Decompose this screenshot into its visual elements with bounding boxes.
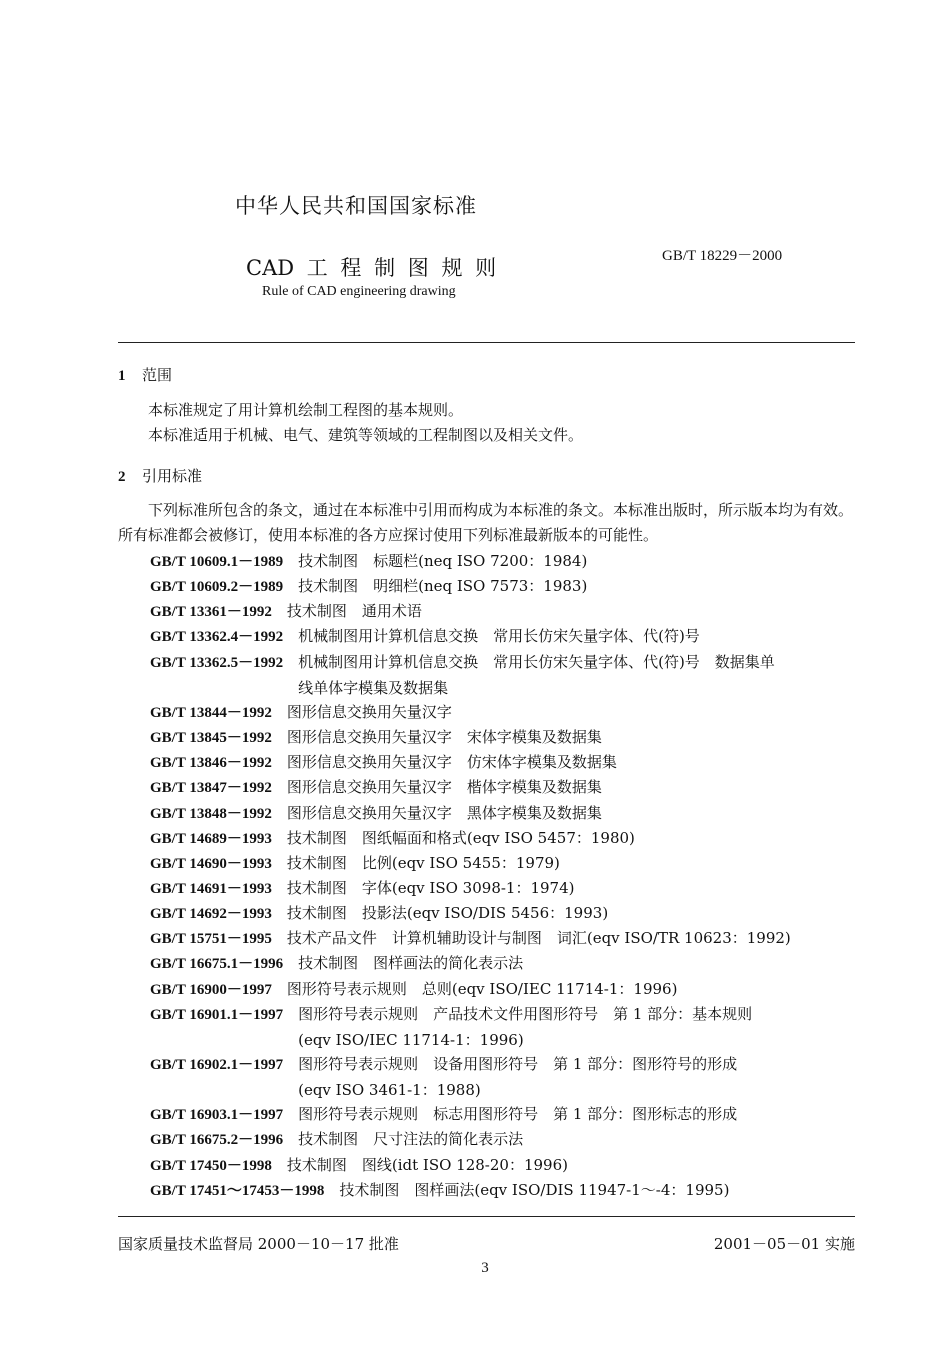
reference-item (150, 1153, 568, 1179)
implementation-date: 2001－05－01 实施 (713, 1235, 855, 1253)
standard-number: GB/T 18229－2000 (662, 248, 783, 264)
country-standard-heading: 中华人民共和国国家标准 (235, 194, 477, 218)
footer-divider (118, 1216, 855, 1217)
reference-item (150, 775, 602, 801)
section-2-heading (118, 465, 202, 486)
reference-item (150, 700, 452, 726)
reference-title: 技术制图 字体(eqv ISO 3098-1：1974) (286, 878, 575, 897)
reference-title: 机械制图用计算机信息交换 常用长仿宋矢量字体、代(符)号 数据集单 (298, 652, 775, 671)
reference-title: 图形信息交换用矢量汉字 仿宋体字模集及数据集 (286, 753, 617, 772)
reference-title: 技术制图 图线(idt ISO 128-20：1996) (286, 1155, 568, 1174)
document-title-english: Rule of CAD engineering drawing (262, 284, 456, 299)
reference-item (150, 549, 587, 575)
reference-item (150, 725, 602, 751)
reference-code: GB/T 17450－1998 (150, 1157, 272, 1174)
section-title: 引用标准 (142, 467, 203, 485)
reference-code: GB/T 16902.1－1997 (150, 1057, 284, 1073)
reference-title: 技术产品文件 计算机辅助设计与制图 词汇(eqv ISO/TR 10623：1992) (286, 929, 791, 948)
reference-code: GB/T 14692－1993 (150, 906, 272, 923)
reference-code: GB/T 10609.2－1989 (150, 579, 284, 596)
approval-line: 国家质量技术监督局 2000－10－17 批准 (118, 1235, 399, 1253)
reference-title: 技术制图 比例(eqv ISO 5455：1979) (286, 853, 560, 872)
reference-title: 技术制图 图样画法(eqv ISO/DIS 11947-1～-4：1995) (339, 1180, 730, 1199)
section-title: 范围 (142, 366, 173, 384)
reference-title: 图形信息交换用矢量汉字 宋体字模集及数据集 (286, 728, 602, 747)
reference-title: 技术制图 通用术语 (286, 602, 422, 621)
reference-code: GB/T 16903.1－1997 (150, 1107, 284, 1124)
reference-title-continued: (eqv ISO/IEC 11714-1：1996) (298, 1030, 524, 1049)
reference-item (150, 876, 575, 902)
reference-code: GB/T 13846－1992 (150, 755, 272, 772)
reference-item (150, 851, 560, 877)
reference-code: GB/T 16901.1－1997 (150, 1006, 284, 1023)
reference-code: GB/T 17451～17453－1998 (150, 1182, 325, 1199)
reference-title: 图形符号表示规则 设备用图形符号 第 1 部分：图形符号的形成 (298, 1055, 738, 1073)
reference-item (150, 624, 700, 650)
reference-code: GB/T 16675.1－1996 (150, 956, 284, 973)
section-2-intro: 下列标准所包含的条文，通过在本标准中引用而构成为本标准的条文。本标准出版时，所示版本均为有效。所有标准都会被修订，使用本标准的各方应探讨使用下列标准最新版本的可能性。 (118, 501, 854, 544)
reference-code: GB/T 13848－1992 (150, 805, 272, 822)
reference-title: 机械制图用计算机信息交换 常用长仿宋矢量字体、代(符)号 (298, 627, 700, 646)
reference-item (150, 1002, 752, 1053)
reference-item (150, 1178, 729, 1204)
reference-title: 图形符号表示规则 总则(eqv ISO/IEC 11714-1：1996) (286, 979, 678, 998)
reference-item (150, 901, 608, 927)
reference-title: 技术制图 尺寸注法的简化表示法 (298, 1130, 524, 1149)
reference-code: GB/T 14691－1993 (150, 880, 272, 897)
reference-item (150, 1052, 737, 1103)
reference-item (150, 574, 587, 600)
reference-title: 技术制图 投影法(eqv ISO/DIS 5456：1993) (286, 904, 609, 923)
reference-code: GB/T 13361－1992 (150, 604, 272, 621)
reference-code: GB/T 13844－1992 (150, 704, 272, 721)
reference-item (150, 750, 617, 776)
reference-code: GB/T 13362.5－1992 (150, 654, 284, 671)
reference-item (150, 1127, 523, 1153)
header-divider (118, 342, 855, 343)
reference-item (150, 1102, 737, 1128)
reference-code: GB/T 14690－1993 (150, 855, 272, 872)
reference-code: GB/T 13847－1992 (150, 780, 272, 797)
reference-code: GB/T 15751－1995 (150, 931, 272, 948)
reference-code: GB/T 13845－1992 (150, 730, 272, 747)
reference-code: GB/T 16900－1997 (150, 981, 272, 998)
document-title: CAD 工 程 制 图 规 则 (246, 256, 497, 280)
reference-code: GB/T 10609.1－1989 (150, 554, 284, 570)
section-1-body (118, 398, 855, 448)
reference-title: 图形信息交换用矢量汉字 楷体字模集及数据集 (286, 778, 602, 797)
reference-title-continued: (eqv ISO 3461-1：1988) (298, 1081, 481, 1099)
paragraph: 本标准规定了用计算机绘制工程图的基本规则。 (148, 401, 464, 419)
reference-item (150, 926, 791, 952)
reference-item (150, 977, 677, 1003)
reference-title: 技术制图 明细栏(neq ISO 7573：1983) (298, 577, 588, 596)
reference-title: 图形信息交换用矢量汉字 黑体字模集及数据集 (286, 803, 602, 822)
reference-code: GB/T 13362.4－1992 (150, 629, 284, 646)
paragraph: 本标准适用于机械、电气、建筑等领域的工程制图以及相关文件。 (148, 426, 584, 444)
reference-item (150, 650, 775, 701)
reference-title-continued: 线单体字模集及数据集 (298, 678, 449, 697)
reference-title: 技术制图 标题栏(neq ISO 7200：1984) (298, 552, 588, 570)
reference-item (150, 826, 635, 852)
reference-code: GB/T 16675.2－1996 (150, 1132, 284, 1149)
reference-title: 技术制图 图纸幅面和格式(eqv ISO 5457：1980) (286, 828, 635, 847)
reference-item (150, 599, 422, 625)
section-number: 2 (118, 469, 126, 485)
reference-item (150, 801, 602, 827)
section-1-heading (118, 364, 172, 385)
reference-title: 图形符号表示规则 标志用图形符号 第 1 部分：图形标志的形成 (298, 1105, 738, 1124)
reference-title: 图形符号表示规则 产品技术文件用图形符号 第 1 部分：基本规则 (298, 1004, 753, 1023)
section-number: 1 (118, 368, 126, 384)
reference-title: 图形信息交换用矢量汉字 (286, 702, 452, 721)
reference-title: 技术制图 图样画法的简化表示法 (298, 954, 524, 973)
reference-code: GB/T 14689－1993 (150, 830, 272, 847)
reference-item (150, 951, 523, 977)
page-number: 3 (481, 1260, 489, 1276)
